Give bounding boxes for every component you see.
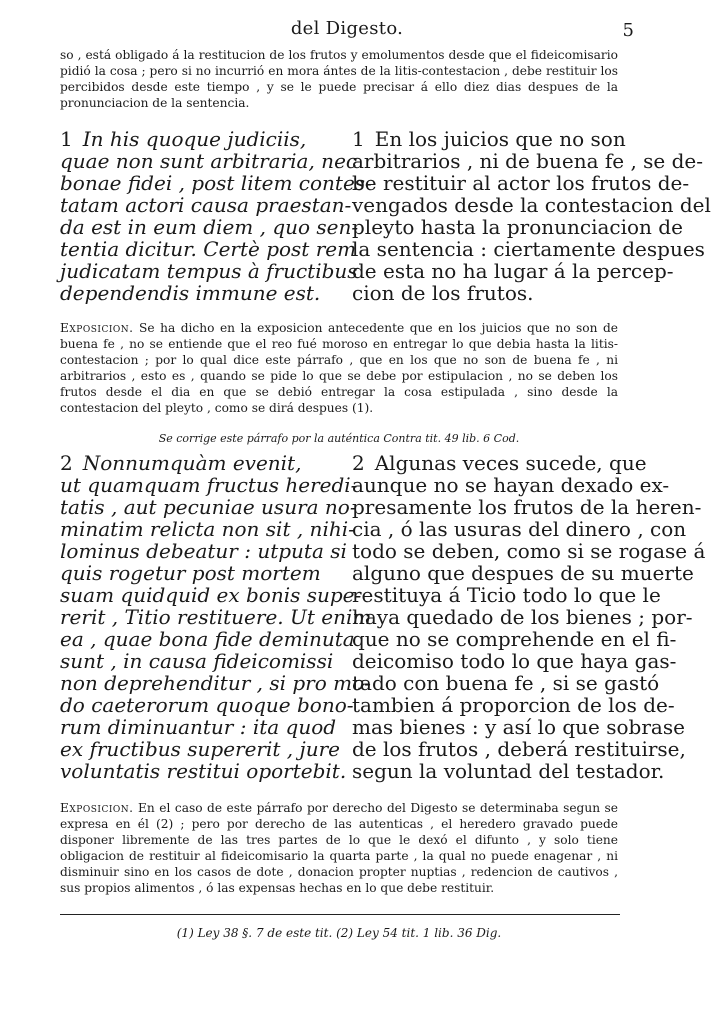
spanish-line: restituya á Ticio todo lo que le bbox=[352, 583, 661, 607]
spanish-line: la sentencia : ciertamente despues bbox=[352, 237, 705, 261]
latin-line: voluntatis restitui oportebit. bbox=[60, 759, 347, 783]
exposition-text: Se ha dicho en la exposicion antecedente que en los juicios que no son de buena fe , no se entiende que el reo fué moroso en entregar lo que debia hasta la litis-contestacion ; por lo qual dice este párrafo , que en los que no son de buena fe , ni arbitrarios , esto es , quando se pide lo que se debe por estipulacion , no se deben los frutos desde el dia en que se debió entregar la cosa estipulada , sino desde la contestacion del pleyto , como se dirá despues (1). bbox=[60, 321, 619, 415]
latin-line: judicatam tempus à fructibus bbox=[60, 259, 358, 283]
spanish-line: 2 Algunas veces sucede, que bbox=[352, 451, 647, 475]
spanish-line: vengados desde la contestacion del bbox=[352, 193, 711, 217]
correction-note: Se corrige este párrafo por la auténtica Contra tit. 49 lib. 6 Cod. bbox=[158, 432, 520, 445]
spanish-line: que no se comprehende en el fi- bbox=[352, 627, 677, 651]
spanish-line: todo se deben, como si se rogase á bbox=[352, 539, 706, 563]
section-number: 1 bbox=[352, 127, 365, 151]
spanish-line: mas bienes : y así lo que sobrase bbox=[352, 715, 685, 739]
spanish-line: arbitrarios , ni de buena fe , se de- bbox=[352, 149, 704, 173]
page-header bbox=[60, 18, 634, 46]
latin-line: quae non sunt arbitraria, nec bbox=[60, 149, 358, 173]
latin-line: quis rogetur post mortem bbox=[60, 561, 321, 585]
section1-spanish-text bbox=[352, 127, 711, 305]
spanish-line: segun la voluntad del testador. bbox=[352, 759, 665, 783]
spanish-line: cia , ó las usuras del dinero , con bbox=[352, 517, 687, 541]
footnote-divider bbox=[60, 914, 620, 915]
section-number: 2 bbox=[60, 451, 73, 475]
section-number: 2 bbox=[352, 451, 365, 475]
spanish-line: deicomiso todo lo que haya gas- bbox=[352, 649, 677, 673]
latin-line: ex fructibus supererit , jure bbox=[60, 737, 340, 761]
footnotes: (1) Ley 38 §. 7 de este tit. (2) Ley 54 tit. 1 lib. 36 Dig. bbox=[176, 926, 502, 940]
latin-line: da est in eum diem , quo sen- bbox=[60, 215, 359, 239]
exposition-label: Exposicion. bbox=[60, 321, 134, 335]
latin-line: dependendis immune est. bbox=[60, 281, 321, 305]
latin-line: rerit , Titio restituere. Ut enim bbox=[60, 605, 372, 629]
latin-line: 1 In his quoque judiciis, bbox=[60, 127, 307, 151]
latin-line: ut quamquam fructus heredi- bbox=[60, 473, 358, 497]
latin-line: lominus debeatur : utputa si bbox=[60, 539, 347, 563]
spanish-line: cion de los frutos. bbox=[352, 281, 534, 305]
latin-line: suam quidquid ex bonis supe- bbox=[60, 583, 362, 607]
spanish-line: tado con buena fe , si se gastó bbox=[352, 671, 660, 695]
spanish-line: haya quedado de los bienes ; por- bbox=[352, 605, 693, 629]
spanish-line: alguno que despues de su muerte bbox=[352, 561, 694, 585]
section1-latin-text bbox=[60, 127, 372, 305]
latin-line: tatam actori causa praestan- bbox=[60, 193, 352, 217]
latin-line: minatim relicta non sit , nihi- bbox=[60, 517, 355, 541]
exposition-text: En el caso de este párrafo por derecho del Digesto se determinaba segun se expresa en él (2) ; pero por derecho de las autenticas , el heredero gravado puede disponer libremente de las tres partes de lo que le dexó el difunto , y solo tiene obligacion de restituir al fideicomisario la quarta parte , la qual no puede enagenar , ni disminuir sino en los casos de dote , donacion propter nuptias , redencion de cautivos , sus propios alimentos , ó las expensas hechas en lo que debe restituir. bbox=[60, 801, 619, 895]
spanish-line: tambien á proporcion de los de- bbox=[352, 693, 675, 717]
exposition-1 bbox=[60, 320, 618, 416]
spanish-line: de esta no ha lugar á la percep- bbox=[352, 259, 674, 283]
intro-paragraph: so , está obligado á la restitucion de los frutos y emolumentos desde que el fideicomisario pidió la cosa ; pero si no incurrió en mora ántes de la litis-contestacion , debe restituir los percibidos desde este tiempo , y se le puede precisar á ello diez dias despues de la pronunciacion de la sentencia. bbox=[60, 48, 618, 110]
section2-spanish-text bbox=[352, 451, 706, 783]
latin-line: rum diminuantur : ita quod bbox=[60, 715, 337, 739]
latin-line: sunt , in causa fideicomissi bbox=[60, 649, 334, 673]
latin-line: ea , quae bona fide deminuta bbox=[60, 627, 355, 651]
latin-line: tentia dicitur. Certè post rem bbox=[60, 237, 357, 261]
latin-line: bonae fidei , post litem contes- bbox=[60, 171, 372, 195]
spanish-line: aunque no se hayan dexado ex- bbox=[352, 473, 670, 497]
latin-line: non deprehenditur , si pro mo- bbox=[60, 671, 371, 695]
latin-line: 2 Nonnumquàm evenit, bbox=[60, 451, 302, 475]
exposition-2 bbox=[60, 800, 618, 896]
spanish-line: pleyto hasta la pronunciacion de bbox=[352, 215, 683, 239]
spanish-line: be restituir al actor los frutos de- bbox=[352, 171, 690, 195]
spanish-line: 1 En los juicios que no son bbox=[352, 127, 626, 151]
spanish-line: presamente los frutos de la heren- bbox=[352, 495, 702, 519]
latin-line: do caeterorum quoque bono- bbox=[60, 693, 354, 717]
latin-line: tatis , aut pecuniae usura no- bbox=[60, 495, 357, 519]
exposition-label: Exposicion. bbox=[60, 801, 134, 815]
section2-latin-text bbox=[60, 451, 372, 783]
running-title: del Digesto. bbox=[290, 18, 404, 39]
section-number: 1 bbox=[60, 127, 73, 151]
spanish-line: de los frutos , deberá restituirse, bbox=[352, 737, 686, 761]
page-number: 5 bbox=[622, 20, 634, 41]
